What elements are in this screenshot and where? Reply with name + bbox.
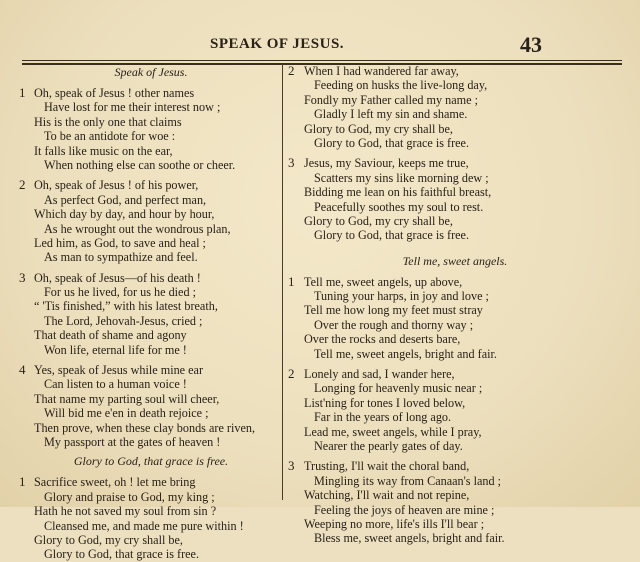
- stanza: [288, 367, 622, 453]
- verse-line: For us he lived, for us he died ;: [44, 285, 196, 300]
- stanza: [19, 474, 280, 562]
- stanza: [288, 64, 622, 150]
- verse-line: Can listen to a human voice !: [44, 377, 187, 392]
- hymn-heading: Tell me, sweet angels.: [402, 253, 508, 268]
- verse-line: Have lost for me their interest now ;: [44, 100, 221, 115]
- verse-line: Tuning your harps, in joy and love ;: [314, 289, 489, 304]
- verse-line: My passport at the gates of heaven !: [44, 434, 221, 449]
- verse-line: Oh, speak of Jesus ! other names: [34, 86, 195, 100]
- verse-line: When I had wandered far away,: [304, 64, 459, 78]
- page-number: 43: [520, 32, 542, 57]
- stanza-number: 1: [19, 85, 26, 100]
- stanza-number: 3: [19, 269, 26, 285]
- verse-line: Scatters my sins like morning dew ;: [314, 170, 489, 185]
- stanza: [288, 459, 622, 545]
- verse-line: Tell me, sweet angels, bright and fair.: [314, 346, 497, 361]
- stanza: [288, 156, 622, 242]
- column-divider: [282, 64, 283, 500]
- stanza-number: 2: [288, 366, 295, 382]
- verse-line: Led him, as God, to save and heal ;: [34, 235, 206, 250]
- verse-line: Glory and praise to God, my king ;: [44, 489, 215, 504]
- stanza: [19, 269, 280, 357]
- verse-line: Oh, speak of Jesus—of his death !: [34, 270, 201, 285]
- verse-line: That death of shame and agony: [34, 328, 187, 343]
- verse-line: Yes, speak of Jesus while mine ear: [34, 363, 204, 378]
- verse-line: “ 'Tis finished,” with his latest breath,: [34, 299, 218, 314]
- verse-line: As man to sympathize and feel.: [44, 250, 198, 265]
- verse-line: Far in the years of long ago.: [314, 410, 452, 425]
- verse-line: It falls like music on the ear,: [34, 143, 173, 158]
- stanza: [19, 177, 280, 265]
- verse-line: To be an antidote for woe :: [44, 129, 176, 144]
- verse-line: Hath he not saved my soul from sin ?: [34, 504, 217, 519]
- verse-line: Glory to God, my cry shall be,: [304, 121, 453, 136]
- verse-line: Oh, speak of Jesus ! of his power,: [34, 178, 199, 193]
- verse-line: Watching, I'll wait and not repine,: [304, 488, 470, 503]
- verse-line: Weeping no more, life's ills I'll bear ;: [304, 516, 485, 531]
- verse-line: Over the rocks and deserts bare,: [304, 332, 461, 347]
- verse-line: Glory to God, my cry shall be,: [34, 532, 183, 547]
- verse-line: List'ning for tones I loved below,: [304, 395, 466, 410]
- page-title: SPEAK OF JESUS.: [210, 36, 345, 52]
- right-column: [288, 64, 622, 546]
- verse-line: Feeling the joys of heaven are mine ;: [314, 502, 495, 517]
- verse-line: Glory to God, that grace is free.: [314, 135, 469, 150]
- stanza: [19, 362, 280, 449]
- verse-line: Nearer the pearly gates of day.: [314, 438, 463, 453]
- stanza: [19, 85, 280, 172]
- verse-line: That name my parting soul will cheer,: [34, 391, 220, 406]
- verse-line: Glory to God, my cry shall be,: [304, 213, 453, 228]
- verse-line: Longing for heavenly music near ;: [314, 381, 483, 396]
- left-column: [19, 64, 280, 562]
- verse-line: Glory to God, that grace is free.: [314, 228, 469, 243]
- verse-line: Sacrifice sweet, oh ! let me bring: [34, 475, 196, 490]
- stanza-number: 2: [288, 63, 295, 78]
- hymn-heading: Glory to God, that grace is free.: [73, 454, 229, 469]
- verse-line: Which day by day, and hour by hour,: [34, 207, 215, 222]
- verse-line: Glory to God, that grace is free.: [44, 547, 199, 562]
- verse-line: As he wrought out the wondrous plan,: [44, 221, 231, 236]
- page-header: [0, 32, 640, 58]
- verse-line: Gladly I left my sin and shame.: [314, 107, 468, 122]
- verse-line: Won life, eternal life for me !: [44, 342, 187, 357]
- stanza-number: 1: [288, 273, 295, 289]
- stanza: [288, 275, 622, 361]
- verse-line: Tell me how long my feet must stray: [304, 303, 483, 318]
- verse-line: Mingling its way from Canaan's land ;: [314, 473, 502, 488]
- verse-line: Cleansed me, and made me pure within !: [44, 518, 244, 533]
- verse-line: Over the rough and thorny way ;: [314, 317, 474, 332]
- stanza-number: 3: [288, 155, 295, 171]
- verse-line: Lead me, sweet angels, while I pray,: [304, 424, 482, 439]
- hymn-heading: Speak of Jesus.: [114, 65, 188, 79]
- verse-line: Jesus, my Saviour, keeps me true,: [304, 156, 469, 171]
- verse-line: Bidding me lean on his faithful breast,: [304, 185, 492, 200]
- stanza-number: 4: [19, 362, 26, 378]
- verse-line: Bless me, sweet angels, bright and fair.: [314, 531, 505, 546]
- verse-line: Tell me, sweet angels, up above,: [304, 274, 463, 289]
- verse-line: The Lord, Jehovah-Jesus, cried ;: [44, 313, 203, 328]
- header-rule-thin: [22, 60, 622, 61]
- verse-line: Will bid me e'en in death rejoice ;: [44, 406, 209, 421]
- verse-line: As perfect God, and perfect man,: [44, 192, 207, 207]
- stanza-number: 3: [288, 458, 295, 474]
- stanza-number: 2: [19, 177, 26, 193]
- verse-line: When nothing else can soothe or cheer.: [44, 157, 236, 172]
- verse-line: Trusting, I'll wait the choral band,: [304, 459, 470, 474]
- verse-line: Then prove, when these clay bonds are riven,: [34, 420, 255, 435]
- verse-line: Fondly my Father called my name ;: [304, 92, 478, 107]
- verse-line: Feeding on husks the live-long day,: [314, 78, 488, 93]
- verse-line: His is the only one that claims: [34, 114, 182, 129]
- stanza-number: 1: [19, 474, 26, 490]
- verse-line: Peacefully soothes my soul to rest.: [314, 199, 484, 214]
- verse-line: Lonely and sad, I wander here,: [304, 367, 455, 382]
